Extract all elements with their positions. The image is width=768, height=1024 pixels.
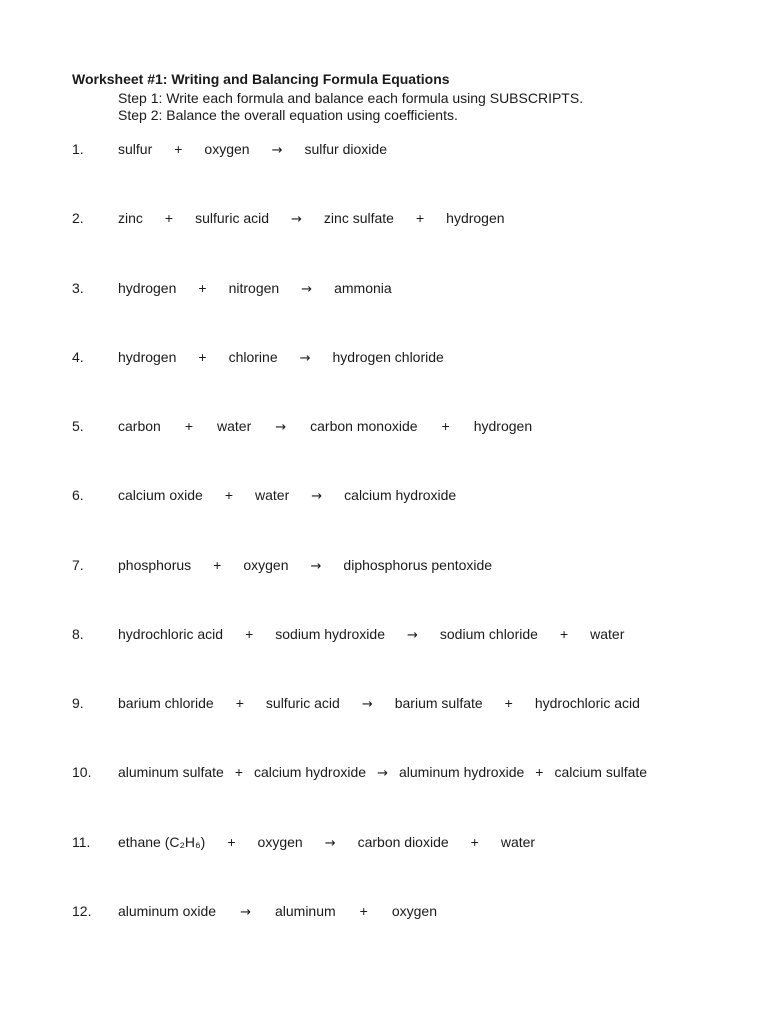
yields-arrow-icon: → xyxy=(299,351,311,366)
step-1-instruction: Step 1: Write each formula and balance each formula using SUBSCRIPTS. xyxy=(118,90,584,106)
reactant: sulfur xyxy=(118,141,153,157)
yields-arrow-icon: → xyxy=(377,766,388,781)
reactant: oxygen xyxy=(257,834,303,850)
yields-arrow-icon: → xyxy=(311,489,323,504)
reactant: sulfuric acid xyxy=(265,695,340,711)
yields-arrow-icon: → xyxy=(291,212,302,227)
plus-sign: + xyxy=(184,418,193,434)
reactant: nitrogen xyxy=(228,280,280,296)
worksheet-title: Worksheet #1: Writing and Balancing Formula Equations xyxy=(72,71,450,87)
equation xyxy=(118,210,505,227)
yields-arrow-icon: → xyxy=(406,628,418,643)
item-number: 6. xyxy=(72,487,84,503)
reactant: hydrogen xyxy=(118,280,177,296)
item-number: 9. xyxy=(72,695,84,711)
reactant: calcium hydroxide xyxy=(254,764,367,780)
reactant: oxygen xyxy=(243,557,289,573)
yields-arrow-icon: → xyxy=(240,905,251,920)
reactant: chlorine xyxy=(228,349,278,365)
product: hydrochloric acid xyxy=(534,695,640,711)
equation-item xyxy=(0,903,768,923)
reactant: hydrogen xyxy=(118,349,177,365)
product: aluminum xyxy=(274,903,336,919)
product: carbon dioxide xyxy=(357,834,449,850)
plus-sign: + xyxy=(235,695,244,711)
equation xyxy=(118,418,532,435)
plus-sign: + xyxy=(224,487,234,503)
yields-arrow-icon: → xyxy=(310,559,322,574)
product: diphosphorus pentoxide xyxy=(343,557,493,573)
equation xyxy=(118,764,647,781)
equation-item xyxy=(0,141,768,161)
plus-sign: + xyxy=(198,349,207,365)
equation xyxy=(118,903,437,920)
plus-sign: + xyxy=(535,764,544,780)
equation-item xyxy=(0,349,768,369)
reactant: water xyxy=(255,487,290,503)
item-number: 4. xyxy=(72,349,84,365)
equation-item xyxy=(0,280,768,300)
reactant: ethane (C₂H₆) xyxy=(118,834,206,850)
plus-sign: + xyxy=(559,626,569,642)
product: aluminum hydroxide xyxy=(398,764,525,780)
yields-arrow-icon: → xyxy=(301,282,313,297)
equation-item xyxy=(0,695,768,715)
item-number: 1. xyxy=(72,141,84,157)
equation xyxy=(118,626,624,643)
product: water xyxy=(590,626,625,642)
yields-arrow-icon: → xyxy=(361,697,373,712)
item-number: 12. xyxy=(72,903,92,919)
equation xyxy=(118,141,387,158)
product: calcium sulfate xyxy=(554,764,648,780)
yields-arrow-icon: → xyxy=(275,420,287,435)
product: ammonia xyxy=(334,280,392,296)
reactant: sodium hydroxide xyxy=(275,626,385,642)
product: hydrogen chloride xyxy=(332,349,444,365)
item-number: 2. xyxy=(72,210,84,226)
item-number: 10. xyxy=(72,764,92,780)
product: barium sulfate xyxy=(394,695,483,711)
plus-sign: + xyxy=(470,834,479,850)
plus-sign: + xyxy=(227,834,236,850)
yields-arrow-icon: → xyxy=(324,836,336,851)
equation xyxy=(118,834,535,851)
item-number: 8. xyxy=(72,626,84,642)
equation xyxy=(118,280,392,297)
plus-sign: + xyxy=(213,557,222,573)
plus-sign: + xyxy=(245,626,254,642)
reactant: phosphorus xyxy=(118,557,192,573)
equation xyxy=(118,695,640,712)
reactant: sulfuric acid xyxy=(195,210,270,226)
reactant: barium chloride xyxy=(118,695,214,711)
reactant: aluminum oxide xyxy=(118,903,217,919)
reactant: aluminum sulfate xyxy=(118,764,224,780)
equation xyxy=(118,557,492,574)
reactant: oxygen xyxy=(204,141,250,157)
reactant: calcium oxide xyxy=(118,487,203,503)
equation-item xyxy=(0,626,768,646)
equation xyxy=(118,349,444,366)
item-number: 5. xyxy=(72,418,84,434)
product: water xyxy=(500,834,536,850)
plus-sign: + xyxy=(234,764,244,780)
plus-sign: + xyxy=(504,695,513,711)
equation xyxy=(118,487,456,504)
equation-item xyxy=(0,834,768,854)
plus-sign: + xyxy=(198,280,207,296)
equation-item xyxy=(0,487,768,507)
reactant: carbon xyxy=(118,418,161,434)
yields-arrow-icon: → xyxy=(271,143,283,158)
product: carbon monoxide xyxy=(310,418,418,434)
plus-sign: + xyxy=(441,418,450,434)
plus-sign: + xyxy=(359,903,368,919)
item-number: 3. xyxy=(72,280,84,296)
equation-item xyxy=(0,557,768,577)
plus-sign: + xyxy=(174,141,183,157)
step-2-instruction: Step 2: Balance the overall equation using coefficients. xyxy=(118,107,458,123)
product: calcium hydroxide xyxy=(344,487,457,503)
item-number: 11. xyxy=(72,834,91,850)
plus-sign: + xyxy=(415,210,425,226)
equation-item xyxy=(0,764,768,784)
plus-sign: + xyxy=(164,210,174,226)
product: sodium chloride xyxy=(439,626,538,642)
product: hydrogen xyxy=(446,210,505,226)
item-number: 7. xyxy=(72,557,84,573)
product: oxygen xyxy=(391,903,438,919)
reactant: hydrochloric acid xyxy=(118,626,224,642)
product: sulfur dioxide xyxy=(304,141,387,157)
equation-item xyxy=(0,418,768,438)
product: zinc sulfate xyxy=(323,210,394,226)
product: hydrogen xyxy=(473,418,533,434)
reactant: water xyxy=(217,418,252,434)
reactant: zinc xyxy=(118,210,143,226)
equation-item xyxy=(0,210,768,230)
